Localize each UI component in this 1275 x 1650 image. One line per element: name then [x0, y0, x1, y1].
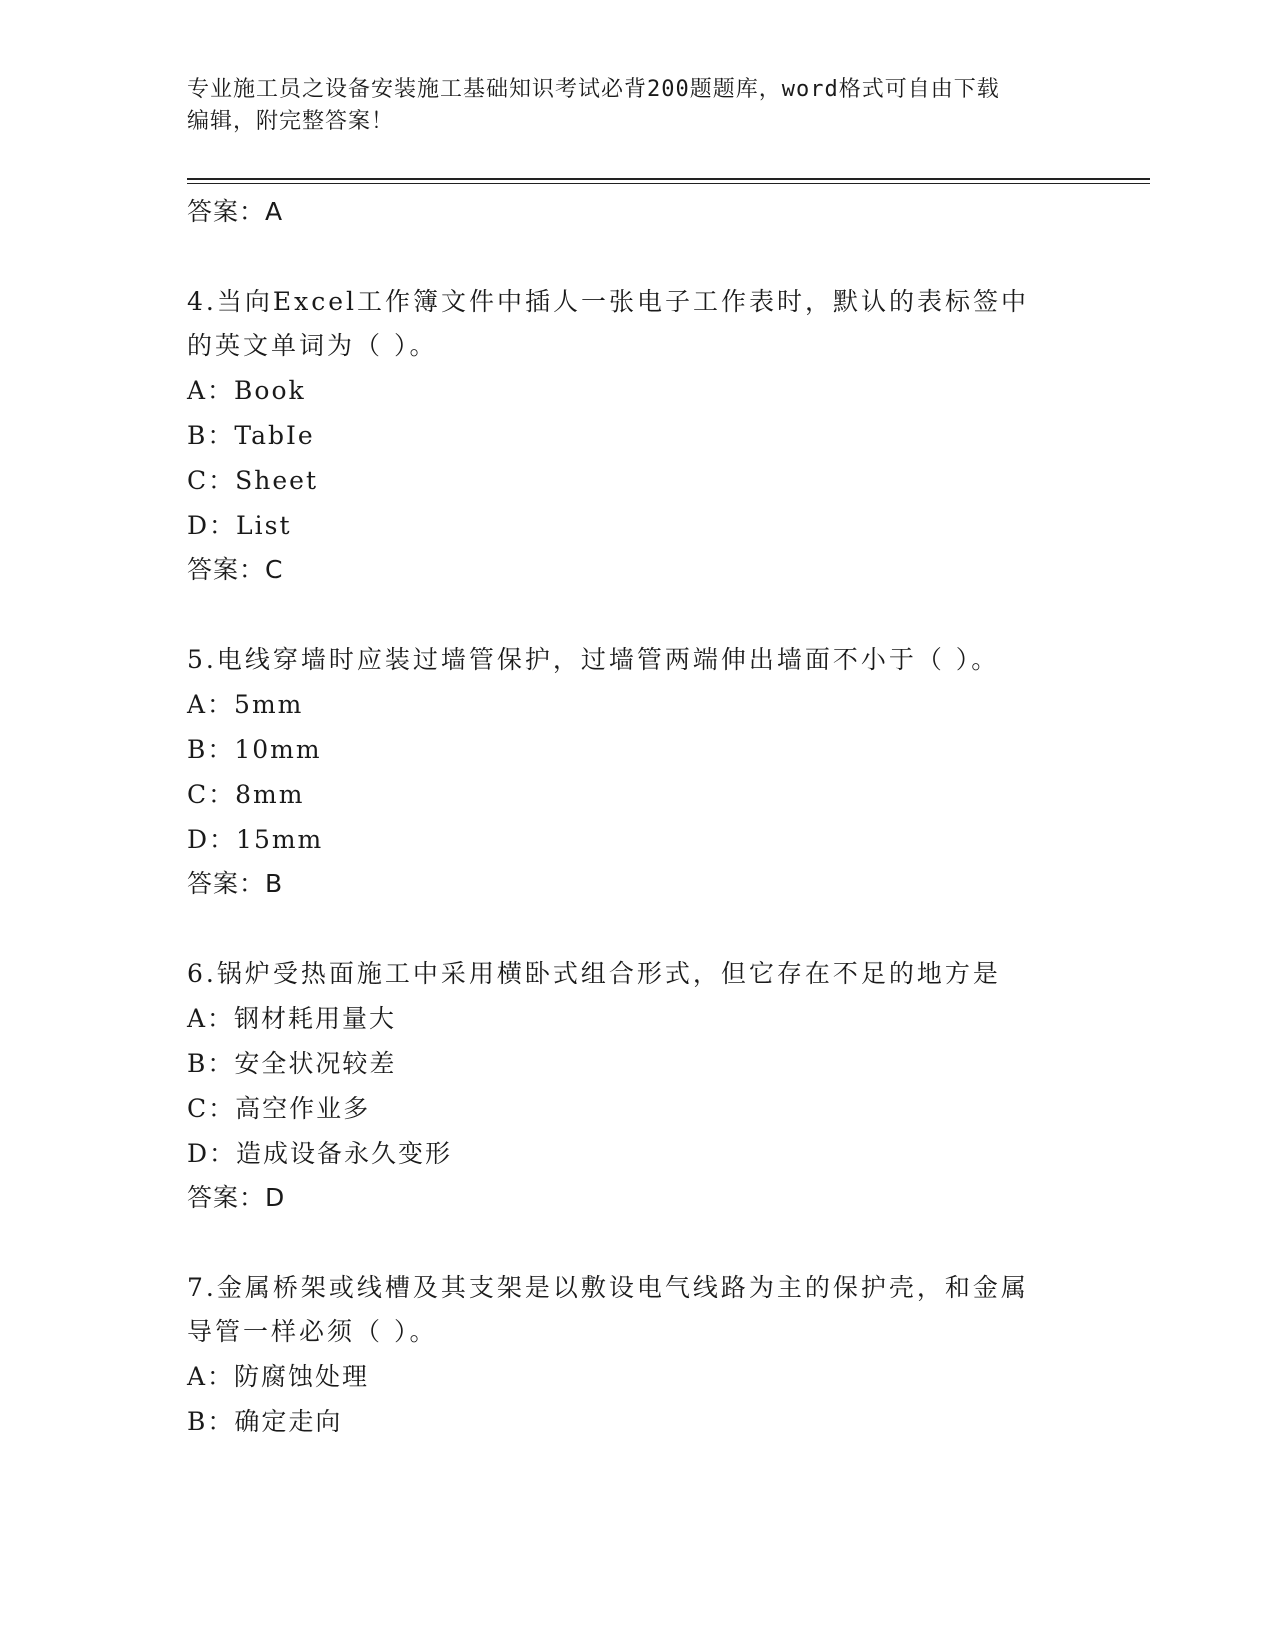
question-4-option-c: C：Sheet	[187, 466, 318, 495]
header-line-2: 编辑，附完整答案！	[187, 109, 395, 134]
question-7-text: 7.金属桥架或线槽及其支架是以敷设电气线路为主的保护壳，和金属 导管一样必须（ ）。	[187, 1273, 1029, 1346]
question-7-option-b: B：确定走向	[187, 1407, 343, 1436]
question-5	[187, 638, 1087, 906]
question-7-option-a: A：防腐蚀处理	[187, 1362, 370, 1391]
question-4-answer: 答案：C	[187, 555, 284, 584]
question-6-option-c: C：高空作业多	[187, 1094, 371, 1123]
question-6	[187, 952, 1087, 1220]
question-4-option-d: D：List	[187, 511, 292, 540]
document-body	[187, 190, 1087, 1444]
question-4-text: 4.当向Excel工作簿文件中插人一张电子工作表时，默认的表标签中 的英文单词为（ ）。	[187, 287, 1029, 360]
question-5-text: 5.电线穿墙时应装过墙管保护，过墙管两端伸出墙面不小于（ ）。	[187, 645, 1000, 674]
question-6-text: 6.锅炉受热面施工中采用横卧式组合形式，但它存在不足的地方是	[187, 959, 1001, 988]
question-6-option-d: D：造成设备永久变形	[187, 1139, 453, 1168]
document-header	[187, 74, 1067, 138]
question-5-option-a: A：5mm	[187, 690, 304, 719]
answer-q3: 答案：A	[187, 197, 284, 226]
question-5-option-d: D：15mm	[187, 825, 324, 854]
question-7	[187, 1266, 1087, 1444]
question-6-option-a: A：钢材耗用量大	[187, 1004, 397, 1033]
question-5-option-b: B：10mm	[187, 735, 322, 764]
question-5-answer: 答案：B	[187, 869, 284, 898]
header-rule-thick	[187, 178, 1150, 180]
question-6-option-b: B：安全状况较差	[187, 1049, 397, 1078]
question-4-option-a: A：Book	[187, 376, 306, 405]
header-rule-thin	[187, 183, 1150, 184]
question-4-option-b: B：TabIe	[187, 421, 315, 450]
question-6-answer: 答案：D	[187, 1183, 286, 1212]
header-line-1: 专业施工员之设备安装施工基础知识考试必背200题题库，word格式可自由下载	[187, 77, 1000, 102]
question-4	[187, 280, 1087, 592]
question-5-option-c: C：8mm	[187, 780, 305, 809]
